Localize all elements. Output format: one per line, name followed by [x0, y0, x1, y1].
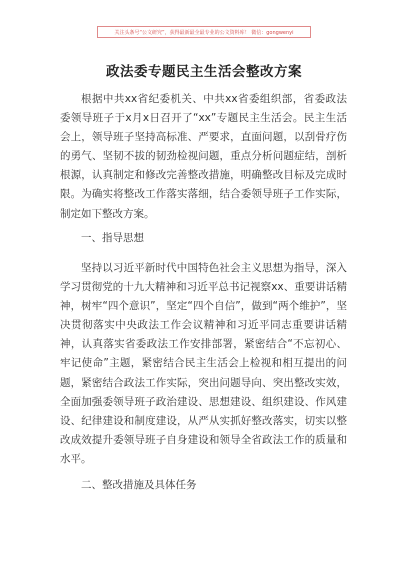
section-heading-measures: 二、整改措施及具体任务 — [81, 479, 197, 491]
section-heading-guiding-ideology: 一、指导思想 — [81, 232, 144, 244]
intro-paragraph: 根据中共xx省纪委机关、中共xx省委组织部，省委政法委领导班子于x月x日召开了“xx”专题民主生活会。民主生活会上，领导班子坚持高标准、严要求，直面问题，以刮骨疗伤的勇气、坚韧不拔的韧劲检视问题，重点分析问题症结，剖析根源，认真制定和修改完善整改措施，明确整改目标及完成时限。为确实将整改工作落实落细，结合委领导班子工作实际，制定如下整改方案。 — [60, 93, 347, 220]
document-title: 政法委专题民主生活会整改方案 — [106, 64, 302, 80]
promo-banner: 关注头条号“公文研究”，获得最新最全最专业的公文资料库！ 微信：gongwenyi — [97, 26, 311, 38]
guiding-ideology-paragraph: 坚持以习近平新时代中国特色社会主义思想为指导，深入学习贯彻党的十九大精神和习近平总书记视察xx、重要讲话精神，树牢“四个意识”，坚定“四个自信”，做到“两个维护”，坚决贯彻落实中央政法工作会议精神和习近平同志重要讲话精神，认真落实省委政法工作安排部署，紧密结合“不忘初心、牢记使命”主题，紧密结合民主生活会上检视和相互提出的问题，紧密结合政法工作实际，突出问题导向、突出整改实效，全面加强委领导班子政治建设、思想建设、组织建设、作风建设、纪律建设和制度建设，从严从实抓好整改落实，切实以整改成效提升委领导班子自身建设和领导全省政法工作的质量和水平。 — [60, 262, 347, 465]
